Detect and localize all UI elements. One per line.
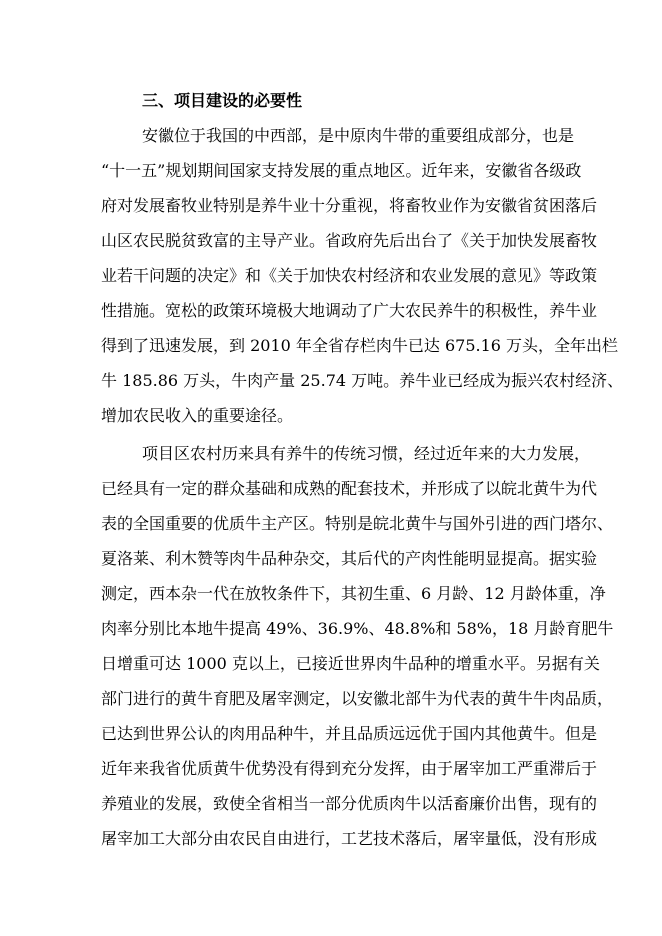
paragraph-line: 项目区农村历来具有养牛的传统习惯，经过近年来的大力发展， [142, 444, 591, 463]
paragraph-line: 得到了迅速发展，到 2010 年全省存栏肉牛已达 675.16 万头，全年出栏 [101, 336, 619, 355]
paragraph-line: 肉率分别比本地牛提高 49%、36.9%、48.8%和 58%，18 月龄育肥牛 [101, 619, 614, 638]
paragraph-line: 增加农民收入的重要途径。 [101, 406, 294, 425]
paragraph-line: 养殖业的发展，致使全省相当一部分优质肉牛以活畜廉价出售，现有的 [101, 794, 598, 813]
paragraph-line: 山区农民脱贫致富的主导产业。省政府先后出台了《关于加快发展畜牧 [101, 231, 598, 250]
paragraph-line: 性措施。宽松的政策环境极大地调动了广大农民养牛的积极性，养牛业 [101, 301, 598, 320]
paragraph-line: “十一五”规划期间国家支持发展的重点地区。近年来，安徽省各级政 [101, 161, 582, 180]
paragraph-line: 近年来我省优质黄牛优势没有得到充分发挥，由于屠宰加工严重滞后于 [101, 759, 598, 778]
paragraph-line: 已达到世界公认的肉用品种牛，并且品质远远优于国内其他黄牛。但是 [101, 724, 598, 743]
paragraph-line: 屠宰加工大部分由农民自由进行，工艺技术落后，屠宰量低，没有形成 [101, 829, 598, 848]
paragraph-line: 已经具有一定的群众基础和成熟的配套技术，并形成了以皖北黄牛为代 [101, 479, 598, 498]
paragraph-line: 表的全国重要的优质牛主产区。特别是皖北黄牛与国外引进的西门塔尔、 [101, 514, 614, 533]
paragraph-line: 夏洛莱、利木赞等肉牛品种杂交，其后代的产肉性能明显提高。据实验 [101, 549, 598, 568]
paragraph-line: 牛 185.86 万头，牛肉产量 25.74 万吨。养牛业已经成为振兴农村经济、 [101, 371, 624, 390]
paragraph-line: 业若干问题的决定》和《关于加快农村经济和农业发展的意见》等政策 [101, 266, 598, 285]
section-heading: 三、项目建设的必要性 [142, 91, 303, 110]
paragraph-line: 安徽位于我国的中西部，是中原肉牛带的重要组成部分，也是 [142, 126, 575, 145]
paragraph-line: 日增重可达 1000 克以上，已接近世界肉牛品种的增重水平。另据有关 [101, 654, 600, 673]
paragraph-line: 府对发展畜牧业特别是养牛业十分重视，将畜牧业作为安徽省贫困落后 [101, 196, 598, 215]
paragraph-line: 部门进行的黄牛育肥及屠宰测定，以安徽北部牛为代表的黄牛牛肉品质， [101, 689, 614, 708]
paragraph-line: 测定，西本杂一代在放牧条件下，其初生重、6 月龄、12 月龄体重，净 [101, 584, 606, 603]
